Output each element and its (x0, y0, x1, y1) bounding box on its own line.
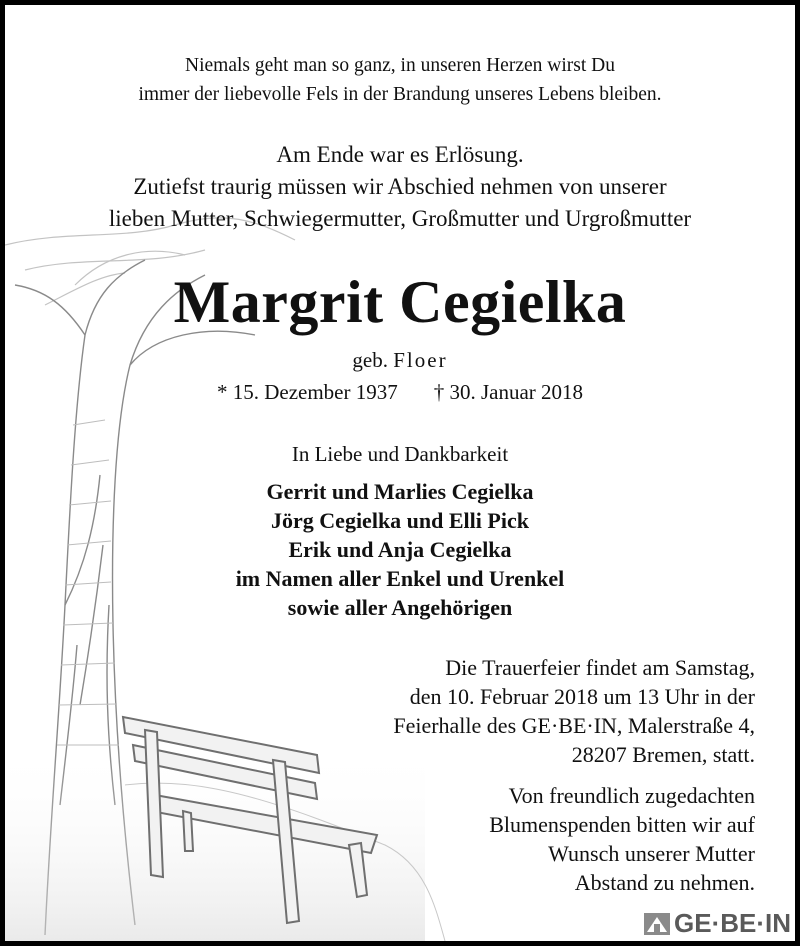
mourners-heading: In Liebe und Dankbarkeit (291, 442, 509, 466)
service-line: 28207 Bremen, statt. (571, 742, 755, 767)
maiden-name (5, 345, 795, 375)
mourner-line: Gerrit und Marlies Cegielka (266, 479, 534, 504)
intro-line: lieben Mutter, Schwiegermutter, Großmutter und Urgroßmutter (108, 206, 692, 231)
mourner-line: Jörg Cegielka und Elli Pick (271, 508, 529, 533)
memorial-quote (5, 51, 795, 109)
mourner-line: Erik und Anja Cegielka (288, 537, 512, 562)
service-line: Die Trauerfeier findet am Samstag, (445, 655, 755, 680)
flowers-line: Von freundlich zugedachten (508, 783, 755, 808)
intro-line: Am Ende war es Erlösung. (276, 142, 524, 167)
flowers-line: Wunsch unserer Mutter (548, 841, 755, 866)
gebein-logo (644, 908, 791, 939)
flowers-request (489, 781, 755, 897)
deceased-name: Margrit Cegielka (173, 269, 627, 335)
birth-date: * 15. Dezember 1937 (216, 380, 398, 404)
mourners-list (5, 477, 795, 622)
quote-line: Niemals geht man so ganz, in unseren Herzen wirst Du (185, 55, 615, 76)
gebein-logo-icon (644, 913, 670, 935)
death-date: † 30. Januar 2018 (433, 380, 584, 404)
gebein-logo-text: GE·BE·IN (674, 908, 791, 938)
intro-line: Zutiefst traurig müssen wir Abschied nehmen von unserer (133, 174, 667, 199)
mourner-line: im Namen aller Enkel und Urenkel (235, 566, 565, 591)
farewell-intro (5, 139, 795, 235)
maiden-name-prefix: geb. (352, 348, 388, 372)
flowers-line: Abstand zu nehmen. (574, 870, 755, 895)
flowers-line: Blumenspenden bitten wir auf (489, 812, 755, 837)
mourner-line: sowie aller Angehörigen (287, 595, 513, 620)
life-dates (5, 377, 795, 407)
maiden-name-value: Floer (393, 348, 448, 372)
funeral-service-info (393, 653, 755, 769)
service-line: Feierhalle des GE·BE·IN, Malerstraße 4, (393, 713, 755, 738)
quote-line: immer der liebevolle Fels in der Brandung unseres Lebens bleiben. (138, 84, 662, 105)
service-line: den 10. Februar 2018 um 13 Uhr in der (409, 684, 755, 709)
